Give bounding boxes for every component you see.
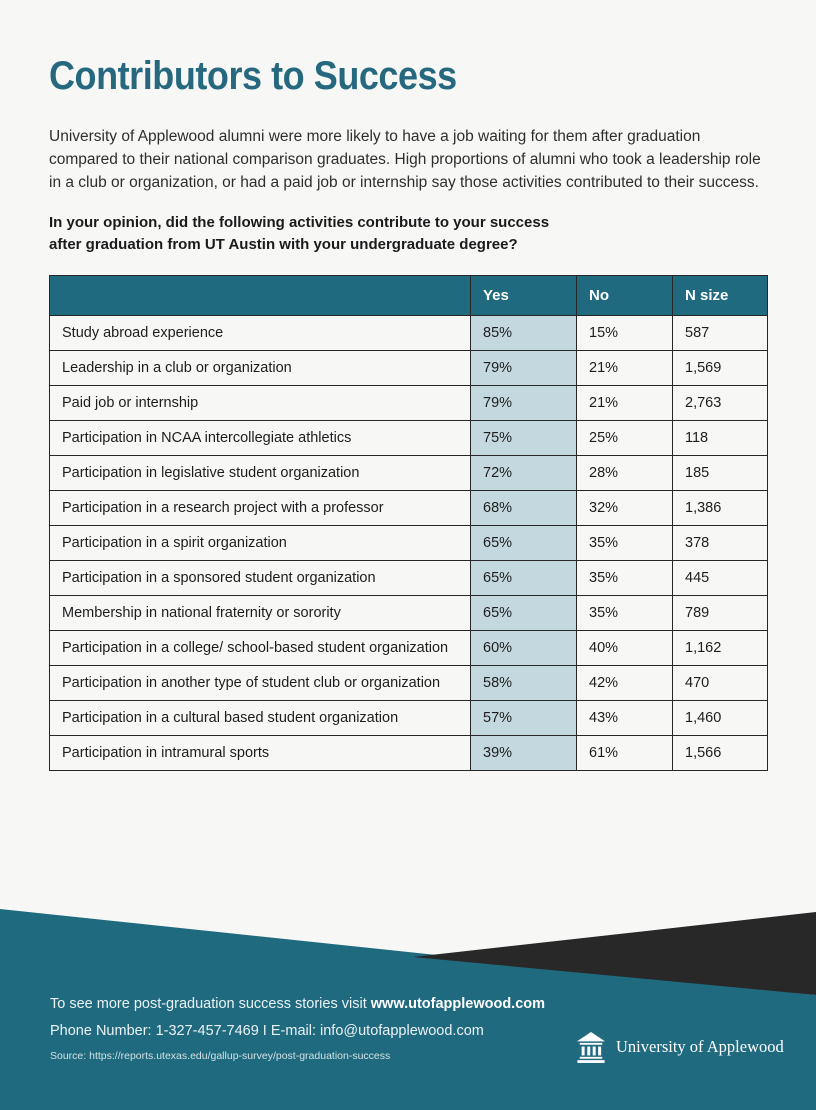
footer-contact-line: Phone Number: 1-327-457-7469 I E-mail: info@utofapplewood.com — [50, 1023, 484, 1039]
cell-yes: 39% — [471, 736, 577, 771]
cell-no: 15% — [577, 316, 673, 351]
footer-teal-shape — [0, 874, 816, 1110]
table-row — [50, 526, 768, 561]
footer-visit-line — [50, 996, 545, 1012]
cell-activity: Participation in a sponsored student organization — [50, 561, 471, 596]
cell-n: 378 — [673, 526, 768, 561]
table-row — [50, 316, 768, 351]
survey-question-line1: In your opinion, did the following activities contribute to your success — [49, 214, 550, 231]
col-header-nsize: N size — [673, 276, 768, 316]
footer — [0, 874, 816, 1110]
cell-no: 35% — [577, 596, 673, 631]
cell-yes: 65% — [471, 596, 577, 631]
footer-visit-prefix: To see more post-graduation success stories visit — [50, 996, 367, 1012]
bank-building-icon — [576, 1031, 606, 1063]
cell-activity: Study abroad experience — [50, 316, 471, 351]
cell-n: 789 — [673, 596, 768, 631]
cell-no: 61% — [577, 736, 673, 771]
cell-n: 118 — [673, 421, 768, 456]
cell-yes: 65% — [471, 526, 577, 561]
cell-activity: Participation in legislative student organization — [50, 456, 471, 491]
cell-yes: 79% — [471, 386, 577, 421]
cell-no: 35% — [577, 561, 673, 596]
cell-n: 185 — [673, 456, 768, 491]
cell-yes: 85% — [471, 316, 577, 351]
cell-no: 32% — [577, 491, 673, 526]
page-title: Contributors to Success — [49, 54, 457, 98]
cell-activity: Participation in a cultural based student organization — [50, 701, 471, 736]
survey-question — [49, 212, 767, 255]
table-row — [50, 596, 768, 631]
cell-n: 470 — [673, 666, 768, 701]
cell-n: 1,386 — [673, 491, 768, 526]
table-row — [50, 666, 768, 701]
cell-n: 1,566 — [673, 736, 768, 771]
cell-no: 40% — [577, 631, 673, 666]
cell-no: 25% — [577, 421, 673, 456]
intro-paragraph: University of Applewood alumni were more likely to have a job waiting for them after graduation compared to their national comparison graduates. High proportions of alumni who took a leadership role in a club or organization, or had a paid job or internship say those activities contributed to their success. — [49, 128, 761, 191]
cell-activity: Participation in a college/ school-based student organization — [50, 631, 471, 666]
table-row — [50, 561, 768, 596]
cell-yes: 72% — [471, 456, 577, 491]
table-row — [50, 491, 768, 526]
footer-text-block — [50, 996, 545, 1062]
cell-yes: 79% — [471, 351, 577, 386]
cell-n: 587 — [673, 316, 768, 351]
cell-yes: 58% — [471, 666, 577, 701]
table-row — [50, 351, 768, 386]
cell-no: 21% — [577, 386, 673, 421]
cell-yes: 75% — [471, 421, 577, 456]
table-row — [50, 421, 768, 456]
university-logo — [576, 1031, 784, 1063]
page — [0, 54, 816, 771]
header-row — [50, 276, 768, 316]
table-row — [50, 631, 768, 666]
table-row — [50, 736, 768, 771]
cell-activity: Leadership in a club or organization — [50, 351, 471, 386]
cell-yes: 65% — [471, 561, 577, 596]
footer-source-line: Source: https://reports.utexas.edu/gallup-survey/post-graduation-success — [50, 1050, 391, 1062]
col-header-activity — [50, 276, 471, 316]
cell-no: 21% — [577, 351, 673, 386]
results-table — [49, 275, 768, 771]
cell-yes: 60% — [471, 631, 577, 666]
results-table-header — [50, 276, 768, 316]
cell-no: 28% — [577, 456, 673, 491]
cell-yes: 68% — [471, 491, 577, 526]
cell-no: 43% — [577, 701, 673, 736]
cell-n: 1,569 — [673, 351, 768, 386]
cell-activity: Participation in NCAA intercollegiate athletics — [50, 421, 471, 456]
cell-activity: Membership in national fraternity or sorority — [50, 596, 471, 631]
survey-question-line2: after graduation from UT Austin with your undergraduate degree? — [49, 235, 518, 253]
cell-activity: Participation in a spirit organization — [50, 526, 471, 561]
col-header-no: No — [577, 276, 673, 316]
cell-n: 445 — [673, 561, 768, 596]
footer-website-url: www.utofapplewood.com — [370, 996, 546, 1012]
cell-n: 1,162 — [673, 631, 768, 666]
cell-activity: Participation in a research project with a professor — [50, 491, 471, 526]
col-header-yes: Yes — [471, 276, 577, 316]
logo-text: University of Applewood — [616, 1037, 784, 1056]
table-row — [50, 456, 768, 491]
cell-activity: Participation in intramural sports — [50, 736, 471, 771]
cell-no: 42% — [577, 666, 673, 701]
cell-no: 35% — [577, 526, 673, 561]
table-row — [50, 701, 768, 736]
cell-activity: Paid job or internship — [50, 386, 471, 421]
cell-activity: Participation in another type of student club or organization — [50, 666, 471, 701]
cell-n: 2,763 — [673, 386, 768, 421]
table-row — [50, 386, 768, 421]
cell-n: 1,460 — [673, 701, 768, 736]
cell-yes: 57% — [471, 701, 577, 736]
results-table-body — [50, 316, 768, 771]
